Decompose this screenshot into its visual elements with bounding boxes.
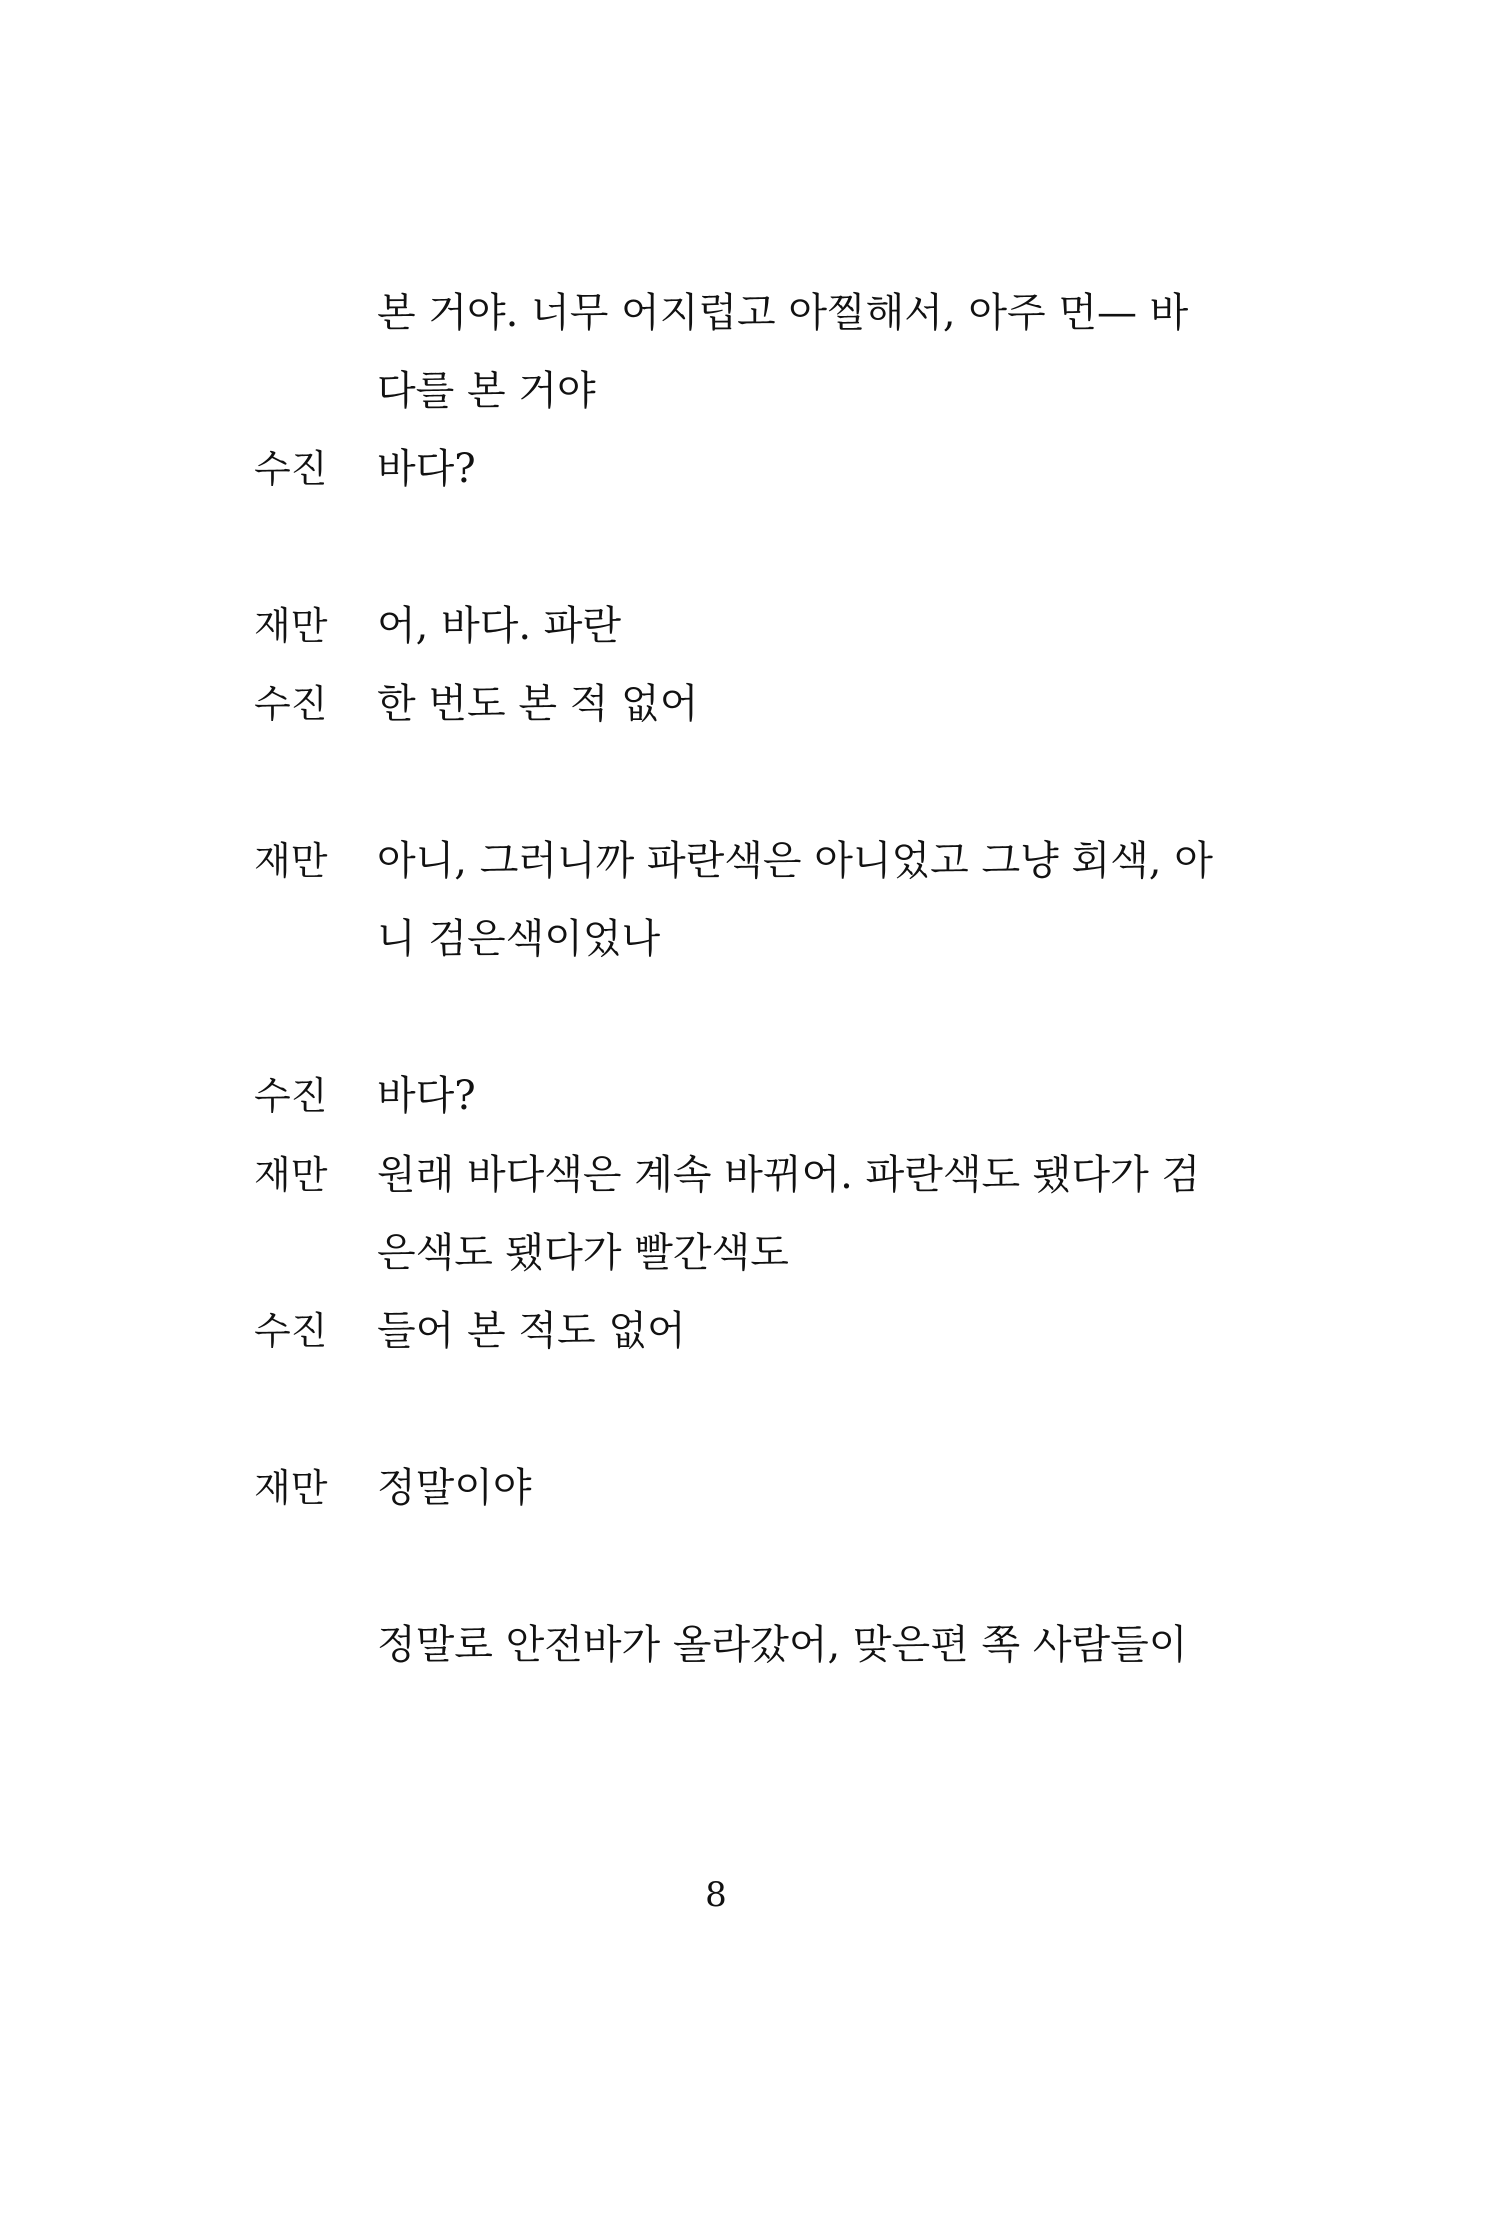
dialogue-text: 들어 본 적도 없어 (377, 1308, 686, 1354)
dialogue-text: 정말이야 (377, 1465, 532, 1511)
dialogue-text: 은색도 됐다가 빨간색도 (377, 1230, 789, 1276)
speaker-name: 재만 (254, 1466, 328, 1510)
script-line (0, 596, 1512, 656)
speaker-name: 수진 (254, 447, 328, 491)
page-number: 8 (705, 1875, 727, 1915)
dialogue-text: 한 번도 본 적 없어 (377, 681, 699, 727)
script-line (0, 1066, 1512, 1126)
dialogue-text: 본 거야. 너무 어지럽고 아찔해서, 아주 먼— 바 (377, 290, 1189, 336)
script-line (0, 1615, 1512, 1675)
script-line (0, 909, 1512, 969)
speaker-name: 수진 (254, 1074, 328, 1118)
dialogue-text: 바다? (377, 446, 476, 492)
dialogue-text: 니 검은색이었나 (377, 916, 661, 962)
script-line (0, 1223, 1512, 1283)
script-line (0, 1458, 1512, 1518)
dialogue-text: 원래 바다색은 계속 바뀌어. 파란색도 됐다가 검 (377, 1152, 1201, 1198)
script-line (0, 831, 1512, 891)
dialogue-text: 바다? (377, 1073, 476, 1119)
dialogue-text: 정말로 안전바가 올라갔어, 맞은편 쪽 사람들이 (377, 1622, 1188, 1668)
script-line (0, 1301, 1512, 1361)
script-line (0, 439, 1512, 499)
speaker-name: 재만 (254, 839, 328, 883)
dialogue-text: 어, 바다. 파란 (377, 603, 622, 649)
speaker-name: 재만 (254, 1153, 328, 1197)
speaker-name: 재만 (254, 604, 328, 648)
dialogue-text: 다를 본 거야 (377, 368, 596, 414)
speaker-name: 수진 (254, 682, 328, 726)
script-line (0, 1145, 1512, 1205)
dialogue-text: 아니, 그러니까 파란색은 아니었고 그냥 회색, 아 (377, 838, 1213, 884)
script-line (0, 283, 1512, 343)
script-line (0, 674, 1512, 734)
script-line (0, 361, 1512, 421)
speaker-name: 수진 (254, 1309, 328, 1353)
